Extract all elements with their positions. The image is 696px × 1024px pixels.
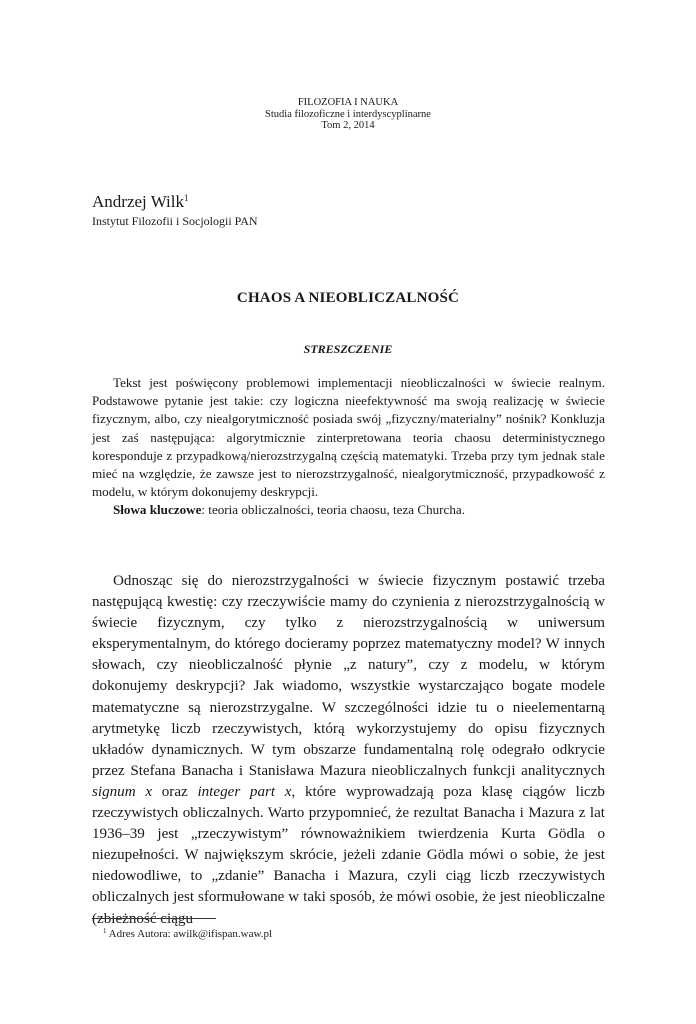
author-name: Andrzej Wilk (92, 192, 185, 211)
body-text-part1: Odnosząc się do nierozstrzygalności w świecie fizycznym postawić trzeba następującą kwestię: czy rzeczywiście mamy do czynienia z nierozstrzygalnością w świecie fizycznym, czy tylko z nierozstrzygalnością w uniwersum eksperymentalnym, do którego docieramy poprzez matematyczny model? W innych słowach, czy nieobliczalność płynie „z natury”, czy z modelu, w którym dokonujemy deskrypcji? Jak wiadomo, wszystkie wystarczająco bogate modele matematyczne są nierozstrzygalne. W szczególności idzie tu o nieelementarną arytmetykę liczb rzeczywistych, którą wykorzystujemy do opisu fizycznych układów dynamicznych. W tym obszarze fundamentalną rolę odegrało odkrycie przez Stefana Banacha i Stanisława Mazura nieobliczalnych funkcji analitycznych (92, 573, 605, 779)
abstract-text: Tekst jest poświęcony problemowi implementacji nieobliczalności w świecie realnym. Podstawowe pytanie jest takie: czy logiczna nieefektywność ma swoją realizację w świecie fizycznym, albo, czy niealgorytmiczność posiada swój „fizyczny/materialny” nośnik? Konkluzja jest zaś następująca: algorytmicznie zinterpretowana teoria chaosu deterministycznego koresponduje z przypadkową/nierozstrzygalną częścią matematyki. Trzeba przy tym jednak stale mieć na względzie, że zawsze jest to nierozstrzygalność, niealgorytmiczność, przypadkowość z modelu, w którym dokonujemy deskrypcji. (92, 375, 605, 500)
author-affiliation: Instytut Filozofii i Socjologii PAN (92, 214, 258, 228)
journal-name: FILOZOFIA I NAUKA (297, 97, 399, 108)
keywords-text: : teoria obliczalności, teoria chaosu, teza Churcha. (201, 502, 465, 518)
footnote-mark: 1 (103, 927, 107, 935)
author-name-line (92, 192, 189, 212)
footnote-text: Adres Autora: awilk@ifispan.waw.pl (108, 928, 273, 940)
abstract-heading: STRESZCZENIE (303, 342, 393, 356)
body-text-part2: oraz (152, 783, 198, 800)
term-integer-part-x: integer part x (197, 783, 292, 800)
journal-volume: Tom 2, 2014 (321, 120, 375, 131)
body-text-part3: , które wyprowadzają poza klasę ciągów liczb rzeczywistych obliczalnych. Warto przypomnieć, że rezultat Banacha i Mazura z lat 1936–39 jest „rzeczywistym” równoważnikiem twierdzenia Kurta Gödla o niezupełności. W największym skrócie, jeżeli zdanie Gödla mówi o sobie, że jest niedowodliwe, to „zdanie” Banacha i Mazura, czyli ciąg liczb rzeczywistych obliczalnych jest sformułowane w taki sposób, że mówi osobie, że jest nieobliczalne (zbieżność ciągu (92, 783, 605, 927)
article-title: CHAOS A NIEOBLICZALNOŚĆ (236, 290, 460, 306)
footnote (103, 927, 272, 941)
abstract-section (92, 374, 605, 520)
body-section (92, 571, 605, 930)
term-signum-x: signum x (92, 783, 153, 800)
journal-header (0, 97, 696, 132)
keywords-label: Słowa kluczowe (113, 502, 202, 518)
journal-subtitle: Studia filozoficzne i interdyscyplinarne (265, 108, 431, 120)
footnote-divider (92, 918, 216, 919)
body-paragraph (92, 571, 605, 930)
keywords-line (92, 501, 605, 519)
author-footnote-mark[interactable]: 1 (184, 193, 189, 203)
